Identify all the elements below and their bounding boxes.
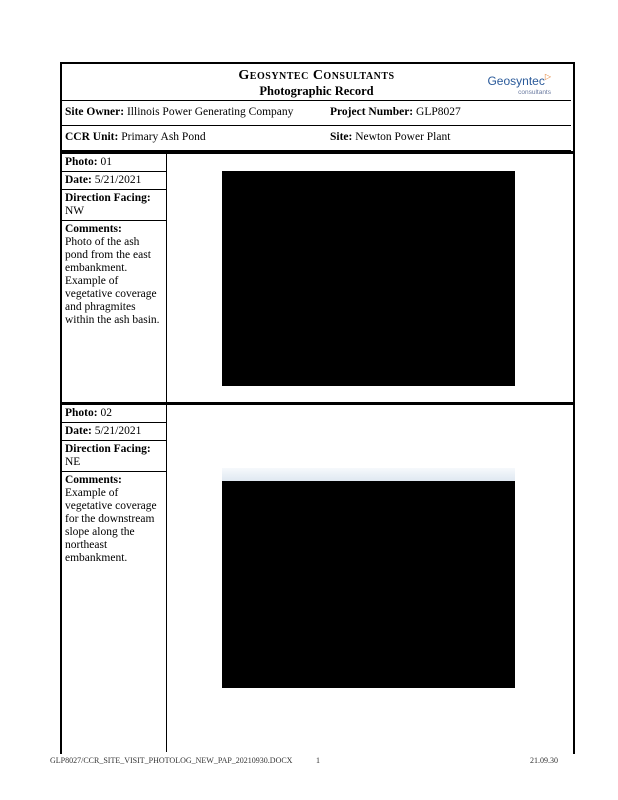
photo-number	[62, 154, 166, 172]
logo-triangle-icon: ▷	[544, 72, 551, 81]
photo-comments-text: Example of vegetative coverage for the downstream slope along the northeast embankment.	[65, 487, 157, 564]
site-label: Site:	[330, 131, 353, 143]
photo-number-label: Photo:	[65, 156, 98, 168]
photo-date-label: Date:	[65, 174, 92, 186]
footer-page-number: 1	[316, 756, 320, 765]
ccr-unit-value: Primary Ash Pond	[121, 131, 206, 143]
photo-comments	[62, 221, 166, 329]
footer-filename: GLP8027/CCR_SITE_VISIT_PHOTOLOG_NEW_PAP_20210930.DOCX	[50, 756, 293, 765]
company-name: Geosyntec Consultants	[238, 68, 395, 83]
photo-details	[62, 405, 167, 752]
footer-date-code: 21.09.30	[530, 756, 558, 765]
site-value: Newton Power Plant	[355, 131, 451, 143]
logo-name: Geosyntec	[487, 74, 545, 88]
project-number	[330, 106, 461, 118]
photo-comments-text: Photo of the ash pond from the east embankment. Example of vegetative coverage and phragmites within the ash basin.	[65, 236, 160, 326]
document-header	[62, 64, 571, 101]
ccr-unit	[65, 131, 206, 143]
photo-number	[62, 405, 166, 423]
photo-number-label: Photo:	[65, 407, 98, 419]
photo-direction	[62, 190, 166, 221]
site-owner-label: Site Owner:	[65, 106, 125, 118]
photo-direction-value: NE	[65, 456, 81, 468]
photo-direction-label: Direction Facing:	[65, 192, 151, 204]
photo-sky-strip	[222, 468, 515, 481]
photo-comments	[62, 472, 166, 567]
photo-number-value: 01	[100, 156, 112, 168]
project-number-label: Project Number:	[330, 106, 414, 118]
info-row-owner	[62, 101, 571, 126]
project-number-value: GLP8027	[416, 106, 461, 118]
ccr-unit-label: CCR Unit:	[65, 131, 119, 143]
logo-subtitle: consultants	[518, 89, 551, 96]
photo-direction-label: Direction Facing:	[65, 443, 151, 455]
photo-date-value: 5/21/2021	[94, 174, 142, 186]
photo-date-label: Date:	[65, 425, 92, 437]
photo-number-value: 02	[100, 407, 112, 419]
site	[330, 131, 450, 143]
photo-comments-label: Comments:	[65, 474, 122, 486]
photo-image	[222, 171, 515, 386]
photo-image	[222, 468, 515, 688]
info-row-unit	[62, 126, 571, 151]
photo-entry-01	[62, 154, 571, 402]
document-title: Photographic Record	[259, 84, 374, 98]
company-logo	[487, 72, 551, 96]
photo-date-value: 5/21/2021	[94, 425, 142, 437]
photo-details	[62, 154, 167, 402]
photo-date	[62, 172, 166, 190]
site-owner	[65, 106, 293, 118]
site-owner-value: Illinois Power Generating Company	[126, 106, 294, 118]
photo-date	[62, 423, 166, 441]
photo-direction	[62, 441, 166, 472]
photo-entry-02	[62, 405, 571, 752]
photo-direction-value: NW	[65, 205, 85, 217]
photo-comments-label: Comments:	[65, 223, 122, 235]
